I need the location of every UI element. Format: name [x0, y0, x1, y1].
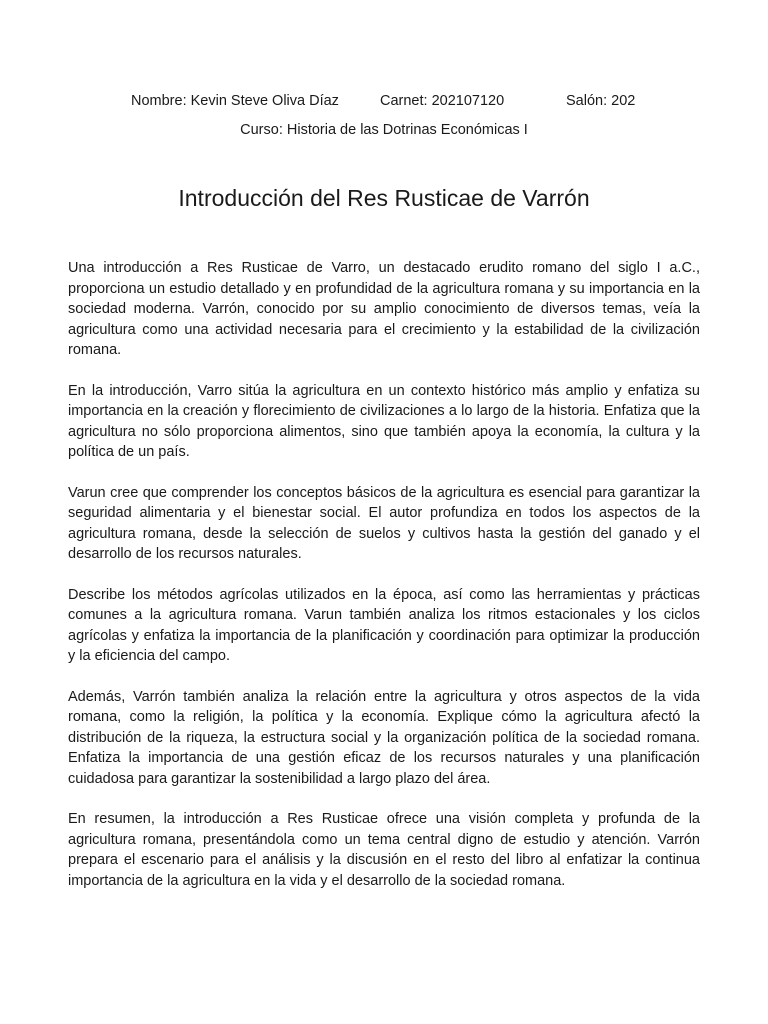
student-id: Carnet: 202107120: [380, 93, 505, 109]
student-name: Nombre: Kevin Steve Oliva Díaz: [131, 93, 339, 109]
document-title: Introducción del Res Rusticae de Varrón: [178, 185, 590, 211]
paragraph: En resumen, la introducción a Res Rusticae ofrece una visión completa y profunda de la agricultura romana, presentándola como un tema central digno de estudio y atención. Varrón prepara el escenario para el análisis y la discusión en el resto del libro al enfatizar la continua importancia de la agricultura en la vida y el desarrollo de la sociedad romana.: [68, 811, 700, 889]
paragraph: Varun cree que comprender los conceptos básicos de la agricultura es esencial para garantizar la seguridad alimentaria y el bienestar social. El autor profundiza en todos los aspectos de la agricultura romana, desde la selección de suelos y cultivos hasta la gestión del ganado y el desarrollo de los recursos naturales.: [68, 484, 700, 562]
paragraph: Una introducción a Res Rusticae de Varro, un destacado erudito romano del siglo I a.C., proporciona un estudio detallado y en profundidad de la agricultura romana y su importancia en la sociedad moderna. Varrón, conocido por su amplio conocimiento de diversos temas, veía la agricultura como una actividad necesaria para el crecimiento y la estabilidad de la civilización romana.: [68, 260, 700, 358]
document-body: [68, 258, 700, 911]
paragraph: Describe los métodos agrícolas utilizados en la época, así como las herramientas y prácticas comunes a la agricultura romana. Varun también analiza los ritmos estacionales y los ciclos agrícolas y enfatiza la importancia de la planificación y coordinación para optimizar la producción y la eficiencia del campo.: [68, 586, 700, 664]
paragraph: Además, Varrón también analiza la relación entre la agricultura y otros aspectos de la vida romana, como la religión, la política y la economía. Explique cómo la agricultura afectó la distribución de la riqueza, la estructura social y la organización política de la sociedad romana. Enfatiza la importancia de una gestión eficaz de los recursos naturales y una planificación cuidadosa para garantizar la sostenibilidad a largo plazo del área.: [68, 688, 700, 787]
course-name: Curso: Historia de las Dotrinas Económicas I: [240, 122, 528, 138]
paragraph: En la introducción, Varro sitúa la agricultura en un contexto histórico más amplio y enfatiza su importancia en la creación y florecimiento de civilizaciones a lo largo de la historia. Enfatiza que la agricultura no sólo proporciona alimentos, sino que también apoya la economía, la cultura y la política de un país.: [68, 382, 700, 460]
student-info-header: [0, 91, 768, 111]
classroom: Salón: 202: [566, 93, 636, 109]
